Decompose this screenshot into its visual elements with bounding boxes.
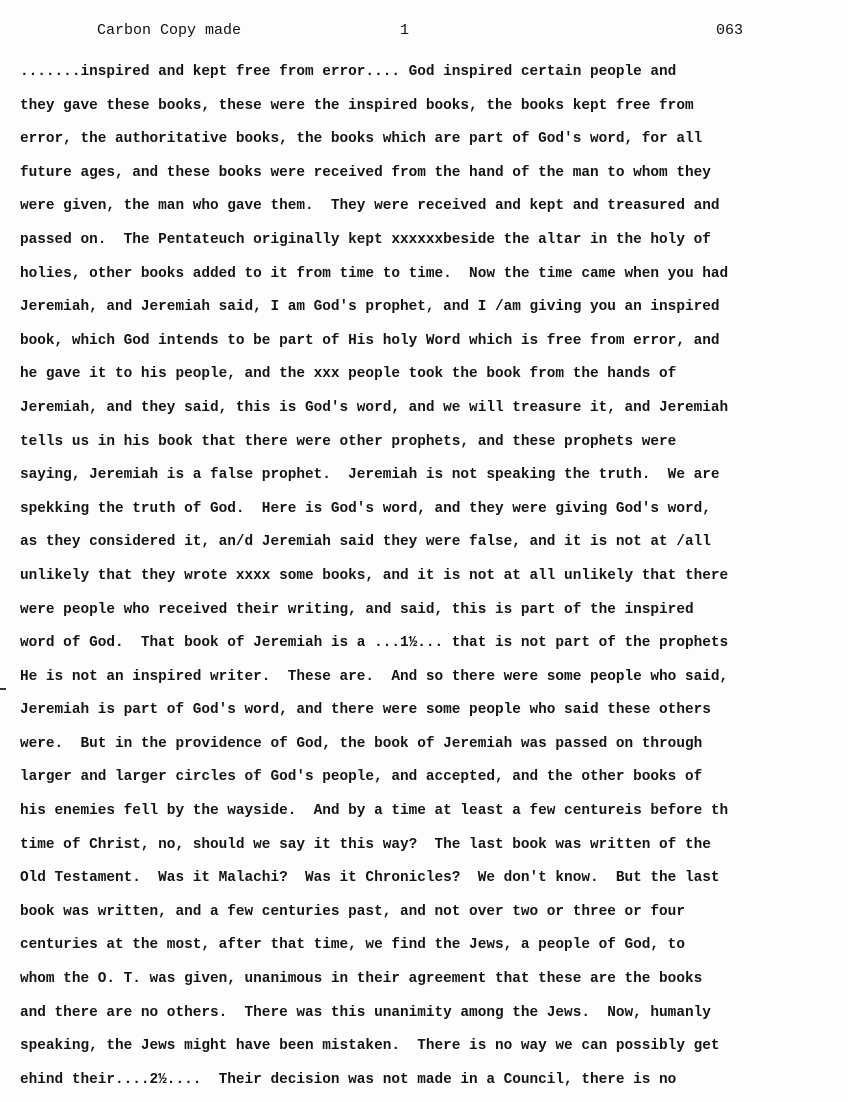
text-line: saying, Jeremiah is a false prophet. Jeremiah is not speaking the truth. We are — [20, 467, 720, 484]
text-line: unlikely that they wrote xxxx some books, and it is not at all unlikely that there — [20, 567, 729, 584]
text-line: his enemies fell by the wayside. And by a time at least a few centureis before th — [20, 803, 729, 820]
text-line: error, the authoritative books, the books which are part of God's word, for all — [20, 131, 703, 148]
text-line: .......inspired and kept free from error.... God inspired certain people and — [20, 64, 677, 80]
margin-mark — [0, 688, 6, 690]
text-line: Old Testament. Was it Malachi? Was it Chronicles? We don't know. But the last — [20, 870, 720, 887]
text-line: they gave these books, these were the inspired books, the books kept free from — [20, 97, 694, 114]
text-line: larger and larger circles of God's people, and accepted, and the other books of — [20, 769, 703, 786]
text-line: and there are no others. There was this unanimity among the Jews. Now, humanly — [20, 1004, 711, 1021]
text-line: word of God. That book of Jeremiah is a ...1½... that is not part of the prophets — [20, 635, 729, 652]
text-line: book, which God intends to be part of His holy Word which is free from error, and — [20, 332, 720, 349]
text-line: whom the O. T. was given, unanimous in their agreement that these are the books — [20, 971, 703, 988]
carbon-copy-note: Carbon Copy made — [97, 22, 242, 39]
text-line: were given, the man who gave them. They were received and kept and treasured and — [20, 198, 720, 215]
text-line: holies, other books added to it from time to time. Now the time came when you had — [20, 265, 729, 282]
transcript-body — [20, 56, 846, 1097]
text-line: tells us in his book that there were other prophets, and these prophets were — [20, 433, 677, 450]
document-number: 063 — [716, 22, 744, 39]
text-line: Jeremiah, and they said, this is God's word, and we will treasure it, and Jeremiah — [20, 399, 729, 416]
text-line: were people who received their writing, and said, this is part of the inspired — [20, 601, 694, 618]
text-line: He is not an inspired writer. These are. And so there were some people who said, — [20, 668, 729, 685]
text-line: future ages, and these books were received from the hand of the man to whom they — [20, 164, 711, 181]
page-header — [0, 22, 848, 46]
page-number: 1 — [400, 22, 410, 39]
text-line: book was written, and a few centuries past, and not over two or three or four — [20, 903, 685, 920]
text-line: Jeremiah, and Jeremiah said, I am God's prophet, and I /am giving you an inspired — [20, 299, 720, 316]
text-line: he gave it to his people, and the xxx people took the book from the hands of — [20, 366, 677, 383]
text-line: passed on. The Pentateuch originally kept xxxxxxbeside the altar in the holy of — [20, 231, 711, 248]
text-line: spekking the truth of God. Here is God's word, and they were giving God's word, — [20, 500, 711, 517]
text-line: ehind their....2½.... Their decision was not made in a Council, there is no — [20, 1071, 677, 1088]
text-line: time of Christ, no, should we say it this way? The last book was written of the — [20, 836, 711, 853]
text-line: centuries at the most, after that time, we find the Jews, a people of God, to — [20, 937, 685, 954]
text-line: speaking, the Jews might have been mistaken. There is no way we can possibly get — [20, 1038, 720, 1055]
text-line: Jeremiah is part of God's word, and there were some people who said these others — [20, 702, 711, 719]
text-line: were. But in the providence of God, the book of Jeremiah was passed on through — [20, 735, 703, 752]
text-line: as they considered it, an/d Jeremiah said they were false, and it is not at /all — [20, 534, 711, 551]
